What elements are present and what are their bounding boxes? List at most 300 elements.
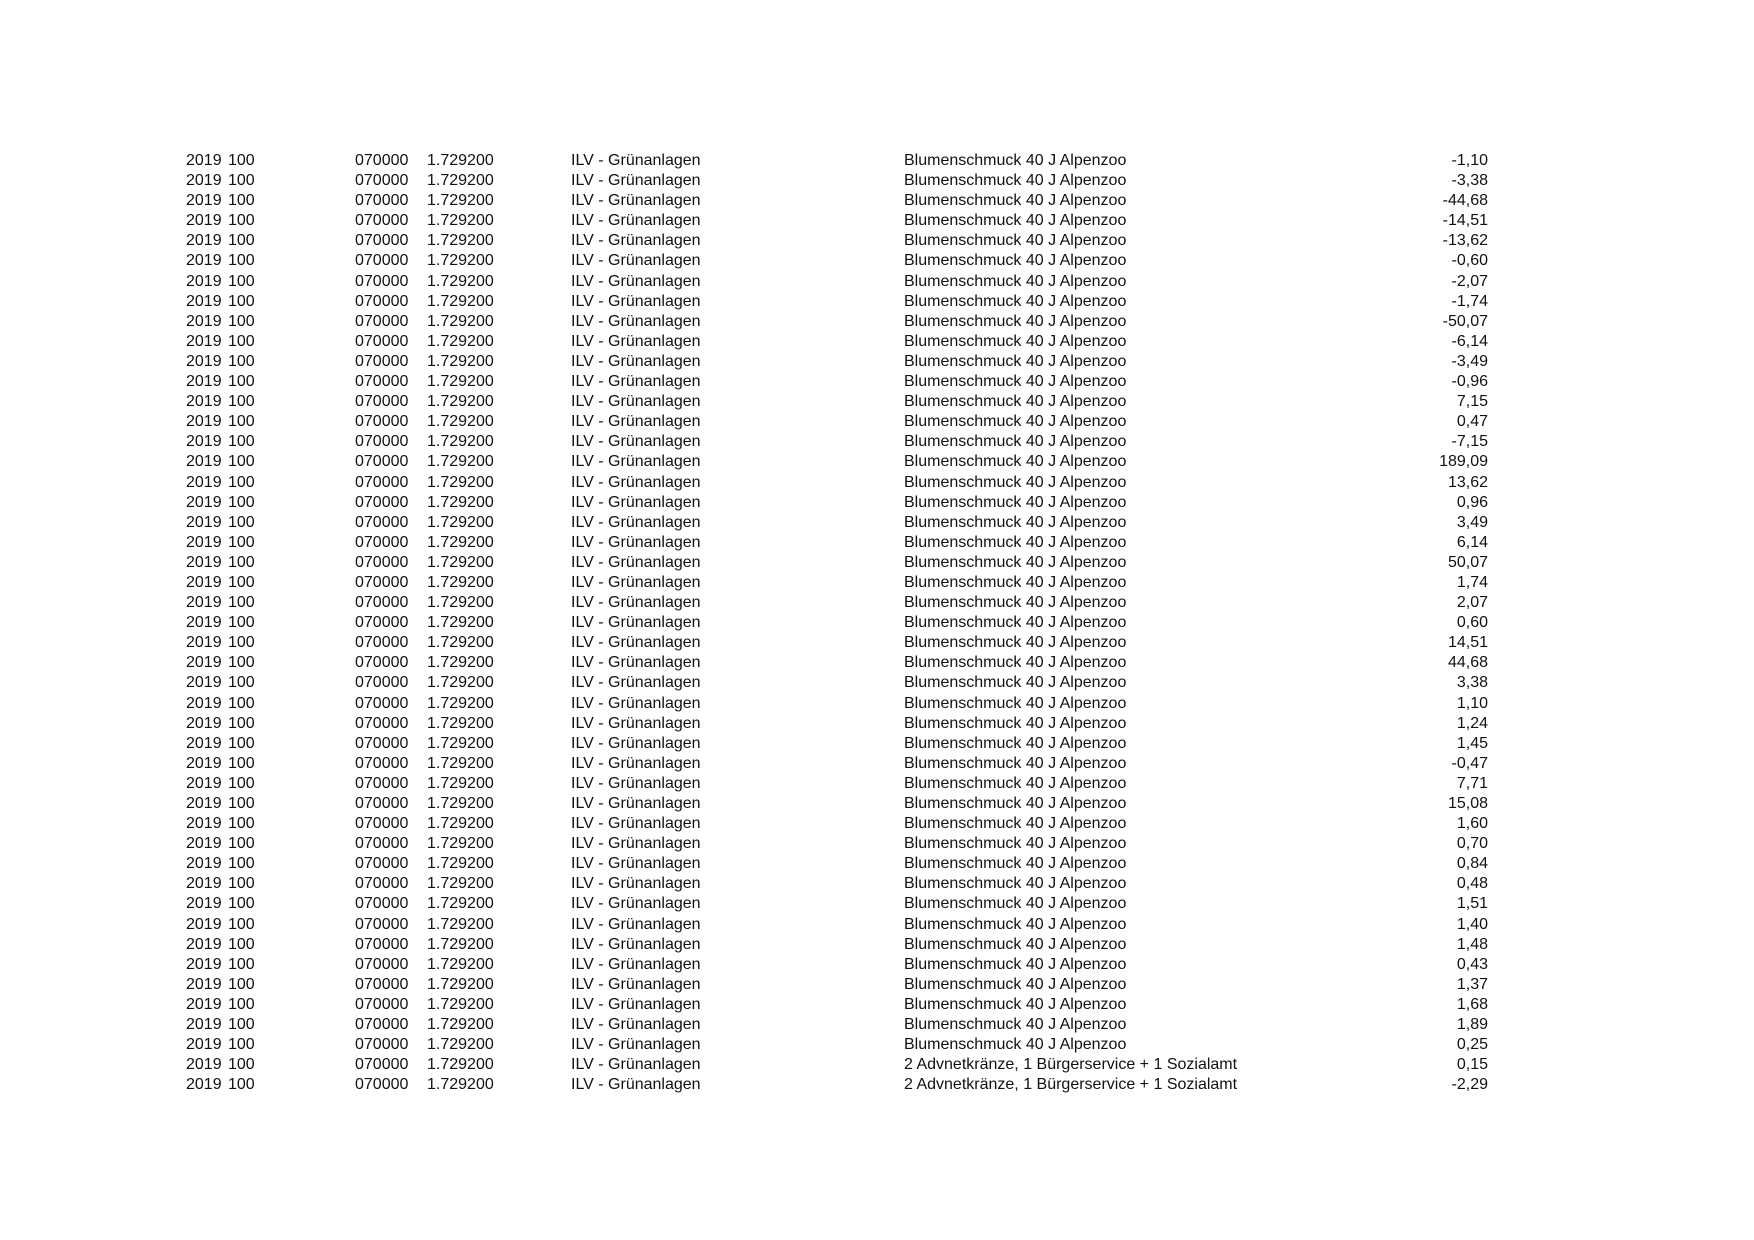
cost-center-cell: 070000 xyxy=(355,252,409,270)
category-cell: ILV - Grünanlagen xyxy=(571,975,701,993)
amount-cell: -6,14 xyxy=(1451,332,1488,350)
code-cell: 100 xyxy=(228,393,255,411)
category-cell: ILV - Grünanlagen xyxy=(571,232,701,250)
code-cell: 100 xyxy=(228,252,255,270)
category-cell: ILV - Grünanlagen xyxy=(571,272,701,290)
account-cell: 1.729200 xyxy=(427,533,494,551)
code-cell: 100 xyxy=(228,935,255,953)
cost-center-cell: 070000 xyxy=(355,453,409,471)
category-cell: ILV - Grünanlagen xyxy=(571,654,701,672)
description-cell: Blumenschmuck 40 J Alpenzoo xyxy=(904,272,1127,290)
category-cell: ILV - Grünanlagen xyxy=(571,172,701,190)
cost-center-cell: 070000 xyxy=(355,935,409,953)
cost-center-cell: 070000 xyxy=(355,674,409,692)
description-cell: Blumenschmuck 40 J Alpenzoo xyxy=(904,533,1127,551)
category-cell: ILV - Grünanlagen xyxy=(571,212,701,230)
category-cell: ILV - Grünanlagen xyxy=(571,1016,701,1034)
year-cell: 2019 xyxy=(186,1076,222,1094)
year-cell: 2019 xyxy=(186,955,222,973)
cost-center-cell: 070000 xyxy=(355,292,409,310)
account-cell: 1.729200 xyxy=(427,192,494,210)
amount-cell: 15,08 xyxy=(1447,795,1488,812)
amount-cell: -2,29 xyxy=(1451,1076,1488,1094)
year-cell: 2019 xyxy=(186,995,222,1013)
category-cell: ILV - Grünanlagen xyxy=(571,955,701,973)
cost-center-cell: 070000 xyxy=(355,895,409,913)
cost-center-cell: 070000 xyxy=(355,413,409,431)
year-cell: 2019 xyxy=(186,433,222,451)
category-cell: ILV - Grünanlagen xyxy=(571,453,701,471)
table-row xyxy=(0,633,1754,653)
cost-center-cell: 070000 xyxy=(355,1036,409,1054)
table-row xyxy=(0,452,1754,472)
table-row xyxy=(0,1015,1754,1035)
category-cell: ILV - Grünanlagen xyxy=(571,393,701,411)
account-cell: 1.729200 xyxy=(427,795,494,812)
amount-cell: -1,10 xyxy=(1451,152,1488,169)
year-cell: 2019 xyxy=(186,1036,222,1054)
account-cell: 1.729200 xyxy=(427,815,494,833)
category-cell: ILV - Grünanlagen xyxy=(571,192,701,210)
table-row xyxy=(0,854,1754,874)
code-cell: 100 xyxy=(228,975,255,993)
cost-center-cell: 070000 xyxy=(355,212,409,230)
code-cell: 100 xyxy=(228,955,255,973)
description-cell: Blumenschmuck 40 J Alpenzoo xyxy=(904,212,1127,230)
account-cell: 1.729200 xyxy=(427,573,494,591)
amount-cell: -0,60 xyxy=(1451,252,1488,270)
description-cell: Blumenschmuck 40 J Alpenzoo xyxy=(904,453,1127,471)
description-cell: Blumenschmuck 40 J Alpenzoo xyxy=(904,553,1127,571)
category-cell: ILV - Grünanlagen xyxy=(571,152,701,169)
year-cell: 2019 xyxy=(186,493,222,511)
code-cell: 100 xyxy=(228,835,255,853)
category-cell: ILV - Grünanlagen xyxy=(571,332,701,350)
amount-cell: 1,45 xyxy=(1456,734,1488,752)
table-row xyxy=(0,1075,1754,1095)
account-cell: 1.729200 xyxy=(427,272,494,290)
amount-cell: 0,60 xyxy=(1456,614,1488,632)
amount-cell: 1,40 xyxy=(1456,915,1488,933)
account-cell: 1.729200 xyxy=(427,654,494,672)
cost-center-cell: 070000 xyxy=(355,835,409,853)
account-cell: 1.729200 xyxy=(427,453,494,471)
description-cell: Blumenschmuck 40 J Alpenzoo xyxy=(904,654,1127,672)
year-cell: 2019 xyxy=(186,453,222,471)
year-cell: 2019 xyxy=(186,915,222,933)
ledger-table xyxy=(0,151,1754,1095)
account-cell: 1.729200 xyxy=(427,594,494,612)
code-cell: 100 xyxy=(228,1076,255,1094)
cost-center-cell: 070000 xyxy=(355,513,409,531)
code-cell: 100 xyxy=(228,815,255,833)
amount-cell: 1,89 xyxy=(1456,1016,1488,1034)
table-row xyxy=(0,151,1754,171)
cost-center-cell: 070000 xyxy=(355,995,409,1013)
year-cell: 2019 xyxy=(186,513,222,531)
table-row xyxy=(0,432,1754,452)
category-cell: ILV - Grünanlagen xyxy=(571,995,701,1013)
cost-center-cell: 070000 xyxy=(355,493,409,511)
category-cell: ILV - Grünanlagen xyxy=(571,614,701,632)
category-cell: ILV - Grünanlagen xyxy=(571,774,701,792)
description-cell: Blumenschmuck 40 J Alpenzoo xyxy=(904,393,1127,411)
amount-cell: 3,38 xyxy=(1456,674,1488,692)
code-cell: 100 xyxy=(228,212,255,230)
table-row xyxy=(0,553,1754,573)
account-cell: 1.729200 xyxy=(427,212,494,230)
category-cell: ILV - Grünanlagen xyxy=(571,694,701,712)
code-cell: 100 xyxy=(228,493,255,511)
account-cell: 1.729200 xyxy=(427,1056,494,1074)
year-cell: 2019 xyxy=(186,734,222,752)
description-cell: 2 Advnetkränze, 1 Bürgerservice + 1 Sozialamt xyxy=(904,1076,1238,1094)
year-cell: 2019 xyxy=(186,533,222,551)
table-row xyxy=(0,653,1754,673)
table-row xyxy=(0,372,1754,392)
description-cell: Blumenschmuck 40 J Alpenzoo xyxy=(904,172,1127,190)
year-cell: 2019 xyxy=(186,393,222,411)
account-cell: 1.729200 xyxy=(427,875,494,893)
cost-center-cell: 070000 xyxy=(355,594,409,612)
description-cell: Blumenschmuck 40 J Alpenzoo xyxy=(904,1036,1127,1054)
category-cell: ILV - Grünanlagen xyxy=(571,352,701,370)
code-cell: 100 xyxy=(228,573,255,591)
amount-cell: 1,24 xyxy=(1456,714,1488,732)
description-cell: Blumenschmuck 40 J Alpenzoo xyxy=(904,674,1127,692)
code-cell: 100 xyxy=(228,232,255,250)
account-cell: 1.729200 xyxy=(427,172,494,190)
account-cell: 1.729200 xyxy=(427,553,494,571)
category-cell: ILV - Grünanlagen xyxy=(571,312,701,330)
description-cell: Blumenschmuck 40 J Alpenzoo xyxy=(904,815,1127,833)
cost-center-cell: 070000 xyxy=(355,915,409,933)
cost-center-cell: 070000 xyxy=(355,1016,409,1034)
cost-center-cell: 070000 xyxy=(355,573,409,591)
category-cell: ILV - Grünanlagen xyxy=(571,815,701,833)
table-row xyxy=(0,493,1754,513)
code-cell: 100 xyxy=(228,152,255,169)
cost-center-cell: 070000 xyxy=(355,473,409,491)
amount-cell: -14,51 xyxy=(1442,212,1488,230)
cost-center-cell: 070000 xyxy=(355,1056,409,1074)
description-cell: Blumenschmuck 40 J Alpenzoo xyxy=(904,975,1127,993)
code-cell: 100 xyxy=(228,553,255,571)
code-cell: 100 xyxy=(228,352,255,370)
category-cell: ILV - Grünanlagen xyxy=(571,935,701,953)
amount-cell: 6,14 xyxy=(1456,533,1488,551)
cost-center-cell: 070000 xyxy=(355,533,409,551)
account-cell: 1.729200 xyxy=(427,312,494,330)
account-cell: 1.729200 xyxy=(427,774,494,792)
year-cell: 2019 xyxy=(186,855,222,873)
cost-center-cell: 070000 xyxy=(355,815,409,833)
code-cell: 100 xyxy=(228,292,255,310)
account-cell: 1.729200 xyxy=(427,614,494,632)
category-cell: ILV - Grünanlagen xyxy=(571,734,701,752)
code-cell: 100 xyxy=(228,654,255,672)
description-cell: Blumenschmuck 40 J Alpenzoo xyxy=(904,312,1127,330)
category-cell: ILV - Grünanlagen xyxy=(571,1076,701,1094)
code-cell: 100 xyxy=(228,172,255,190)
category-cell: ILV - Grünanlagen xyxy=(571,252,701,270)
code-cell: 100 xyxy=(228,1036,255,1054)
table-row xyxy=(0,955,1754,975)
code-cell: 100 xyxy=(228,192,255,210)
amount-cell: 3,49 xyxy=(1456,513,1488,531)
category-cell: ILV - Grünanlagen xyxy=(571,895,701,913)
table-row xyxy=(0,412,1754,432)
code-cell: 100 xyxy=(228,272,255,290)
description-cell: Blumenschmuck 40 J Alpenzoo xyxy=(904,232,1127,250)
amount-cell: 1,48 xyxy=(1456,935,1488,953)
category-cell: ILV - Grünanlagen xyxy=(571,373,701,391)
account-cell: 1.729200 xyxy=(427,995,494,1013)
account-cell: 1.729200 xyxy=(427,413,494,431)
category-cell: ILV - Grünanlagen xyxy=(571,594,701,612)
description-cell: Blumenschmuck 40 J Alpenzoo xyxy=(904,955,1127,973)
amount-cell: 2,07 xyxy=(1456,594,1488,612)
code-cell: 100 xyxy=(228,875,255,893)
description-cell: Blumenschmuck 40 J Alpenzoo xyxy=(904,513,1127,531)
amount-cell: -50,07 xyxy=(1442,312,1488,330)
category-cell: ILV - Grünanlagen xyxy=(571,875,701,893)
amount-cell: 1,10 xyxy=(1456,694,1488,712)
amount-cell: 50,07 xyxy=(1447,553,1488,571)
account-cell: 1.729200 xyxy=(427,955,494,973)
code-cell: 100 xyxy=(228,895,255,913)
account-cell: 1.729200 xyxy=(427,975,494,993)
year-cell: 2019 xyxy=(186,473,222,491)
year-cell: 2019 xyxy=(186,714,222,732)
table-row xyxy=(0,935,1754,955)
account-cell: 1.729200 xyxy=(427,855,494,873)
code-cell: 100 xyxy=(228,634,255,652)
amount-cell: -3,38 xyxy=(1451,172,1488,190)
code-cell: 100 xyxy=(228,453,255,471)
description-cell: Blumenschmuck 40 J Alpenzoo xyxy=(904,413,1127,431)
table-row xyxy=(0,211,1754,231)
account-cell: 1.729200 xyxy=(427,694,494,712)
amount-cell: 1,68 xyxy=(1456,995,1488,1013)
cost-center-cell: 070000 xyxy=(355,312,409,330)
cost-center-cell: 070000 xyxy=(355,754,409,772)
table-row xyxy=(0,513,1754,533)
table-row xyxy=(0,593,1754,613)
account-cell: 1.729200 xyxy=(427,352,494,370)
cost-center-cell: 070000 xyxy=(355,875,409,893)
code-cell: 100 xyxy=(228,433,255,451)
table-row xyxy=(0,915,1754,935)
account-cell: 1.729200 xyxy=(427,935,494,953)
account-cell: 1.729200 xyxy=(427,493,494,511)
year-cell: 2019 xyxy=(186,573,222,591)
amount-cell: 0,25 xyxy=(1456,1036,1488,1054)
year-cell: 2019 xyxy=(186,634,222,652)
code-cell: 100 xyxy=(228,332,255,350)
year-cell: 2019 xyxy=(186,292,222,310)
year-cell: 2019 xyxy=(186,754,222,772)
amount-cell: -1,74 xyxy=(1451,292,1488,310)
account-cell: 1.729200 xyxy=(427,513,494,531)
account-cell: 1.729200 xyxy=(427,292,494,310)
year-cell: 2019 xyxy=(186,332,222,350)
description-cell: Blumenschmuck 40 J Alpenzoo xyxy=(904,795,1127,812)
year-cell: 2019 xyxy=(186,975,222,993)
category-cell: ILV - Grünanlagen xyxy=(571,493,701,511)
cost-center-cell: 070000 xyxy=(355,654,409,672)
description-cell: Blumenschmuck 40 J Alpenzoo xyxy=(904,694,1127,712)
account-cell: 1.729200 xyxy=(427,754,494,772)
code-cell: 100 xyxy=(228,734,255,752)
account-cell: 1.729200 xyxy=(427,152,494,169)
account-cell: 1.729200 xyxy=(427,1016,494,1034)
year-cell: 2019 xyxy=(186,553,222,571)
table-row xyxy=(0,814,1754,834)
code-cell: 100 xyxy=(228,614,255,632)
account-cell: 1.729200 xyxy=(427,393,494,411)
description-cell: Blumenschmuck 40 J Alpenzoo xyxy=(904,634,1127,652)
description-cell: Blumenschmuck 40 J Alpenzoo xyxy=(904,152,1127,169)
account-cell: 1.729200 xyxy=(427,714,494,732)
description-cell: Blumenschmuck 40 J Alpenzoo xyxy=(904,373,1127,391)
year-cell: 2019 xyxy=(186,654,222,672)
cost-center-cell: 070000 xyxy=(355,433,409,451)
cost-center-cell: 070000 xyxy=(355,393,409,411)
category-cell: ILV - Grünanlagen xyxy=(571,533,701,551)
table-row xyxy=(0,573,1754,593)
category-cell: ILV - Grünanlagen xyxy=(571,795,701,812)
amount-cell: -0,96 xyxy=(1451,373,1488,391)
description-cell: Blumenschmuck 40 J Alpenzoo xyxy=(904,614,1127,632)
year-cell: 2019 xyxy=(186,895,222,913)
description-cell: Blumenschmuck 40 J Alpenzoo xyxy=(904,252,1127,270)
amount-cell: 1,60 xyxy=(1456,815,1488,833)
category-cell: ILV - Grünanlagen xyxy=(571,553,701,571)
description-cell: Blumenschmuck 40 J Alpenzoo xyxy=(904,573,1127,591)
description-cell: Blumenschmuck 40 J Alpenzoo xyxy=(904,754,1127,772)
cost-center-cell: 070000 xyxy=(355,373,409,391)
description-cell: Blumenschmuck 40 J Alpenzoo xyxy=(904,855,1127,873)
year-cell: 2019 xyxy=(186,1016,222,1034)
table-row xyxy=(0,1055,1754,1075)
category-cell: ILV - Grünanlagen xyxy=(571,1036,701,1054)
cost-center-cell: 070000 xyxy=(355,352,409,370)
cost-center-cell: 070000 xyxy=(355,1076,409,1094)
cost-center-cell: 070000 xyxy=(355,553,409,571)
table-row xyxy=(0,714,1754,734)
code-cell: 100 xyxy=(228,915,255,933)
amount-cell: 0,96 xyxy=(1456,493,1488,511)
table-row xyxy=(0,1035,1754,1055)
code-cell: 100 xyxy=(228,473,255,491)
table-row xyxy=(0,995,1754,1015)
amount-cell: 7,71 xyxy=(1456,774,1488,792)
description-cell: Blumenschmuck 40 J Alpenzoo xyxy=(904,895,1127,913)
description-cell: Blumenschmuck 40 J Alpenzoo xyxy=(904,734,1127,752)
code-cell: 100 xyxy=(228,513,255,531)
code-cell: 100 xyxy=(228,1016,255,1034)
year-cell: 2019 xyxy=(186,935,222,953)
category-cell: ILV - Grünanlagen xyxy=(571,634,701,652)
table-row xyxy=(0,272,1754,292)
table-row xyxy=(0,231,1754,251)
code-cell: 100 xyxy=(228,312,255,330)
category-cell: ILV - Grünanlagen xyxy=(571,513,701,531)
table-row xyxy=(0,673,1754,693)
account-cell: 1.729200 xyxy=(427,433,494,451)
amount-cell: 44,68 xyxy=(1447,654,1488,672)
code-cell: 100 xyxy=(228,674,255,692)
account-cell: 1.729200 xyxy=(427,734,494,752)
code-cell: 100 xyxy=(228,995,255,1013)
description-cell: Blumenschmuck 40 J Alpenzoo xyxy=(904,1016,1127,1034)
year-cell: 2019 xyxy=(186,835,222,853)
year-cell: 2019 xyxy=(186,152,222,169)
category-cell: ILV - Grünanlagen xyxy=(571,915,701,933)
cost-center-cell: 070000 xyxy=(355,272,409,290)
code-cell: 100 xyxy=(228,373,255,391)
amount-cell: -13,62 xyxy=(1442,232,1488,250)
category-cell: ILV - Grünanlagen xyxy=(571,714,701,732)
year-cell: 2019 xyxy=(186,232,222,250)
amount-cell: 0,47 xyxy=(1456,413,1488,431)
cost-center-cell: 070000 xyxy=(355,634,409,652)
account-cell: 1.729200 xyxy=(427,1076,494,1094)
table-row xyxy=(0,774,1754,794)
table-row xyxy=(0,473,1754,493)
description-cell: Blumenschmuck 40 J Alpenzoo xyxy=(904,433,1127,451)
description-cell: Blumenschmuck 40 J Alpenzoo xyxy=(904,493,1127,511)
year-cell: 2019 xyxy=(186,674,222,692)
amount-cell: 7,15 xyxy=(1456,393,1488,411)
category-cell: ILV - Grünanlagen xyxy=(571,754,701,772)
category-cell: ILV - Grünanlagen xyxy=(571,292,701,310)
table-row xyxy=(0,533,1754,553)
table-row xyxy=(0,894,1754,914)
amount-cell: -0,47 xyxy=(1451,754,1488,772)
account-cell: 1.729200 xyxy=(427,252,494,270)
amount-cell: 13,62 xyxy=(1447,473,1488,491)
cost-center-cell: 070000 xyxy=(355,152,409,169)
table-row xyxy=(0,975,1754,995)
cost-center-cell: 070000 xyxy=(355,172,409,190)
table-row xyxy=(0,292,1754,312)
description-cell: Blumenschmuck 40 J Alpenzoo xyxy=(904,915,1127,933)
year-cell: 2019 xyxy=(186,312,222,330)
category-cell: ILV - Grünanlagen xyxy=(571,855,701,873)
amount-cell: -2,07 xyxy=(1451,272,1488,290)
category-cell: ILV - Grünanlagen xyxy=(571,835,701,853)
year-cell: 2019 xyxy=(186,875,222,893)
table-row xyxy=(0,874,1754,894)
amount-cell: -3,49 xyxy=(1451,352,1488,370)
code-cell: 100 xyxy=(228,1056,255,1074)
amount-cell: 0,15 xyxy=(1456,1056,1488,1074)
table-row xyxy=(0,834,1754,854)
year-cell: 2019 xyxy=(186,694,222,712)
code-cell: 100 xyxy=(228,855,255,873)
description-cell: Blumenschmuck 40 J Alpenzoo xyxy=(904,292,1127,310)
amount-cell: 189,09 xyxy=(1439,453,1488,471)
amount-cell: 14,51 xyxy=(1447,634,1488,652)
code-cell: 100 xyxy=(228,774,255,792)
account-cell: 1.729200 xyxy=(427,1036,494,1054)
description-cell: Blumenschmuck 40 J Alpenzoo xyxy=(904,594,1127,612)
amount-cell: 0,48 xyxy=(1456,875,1488,893)
amount-cell: 1,37 xyxy=(1456,975,1488,993)
table-row xyxy=(0,191,1754,211)
